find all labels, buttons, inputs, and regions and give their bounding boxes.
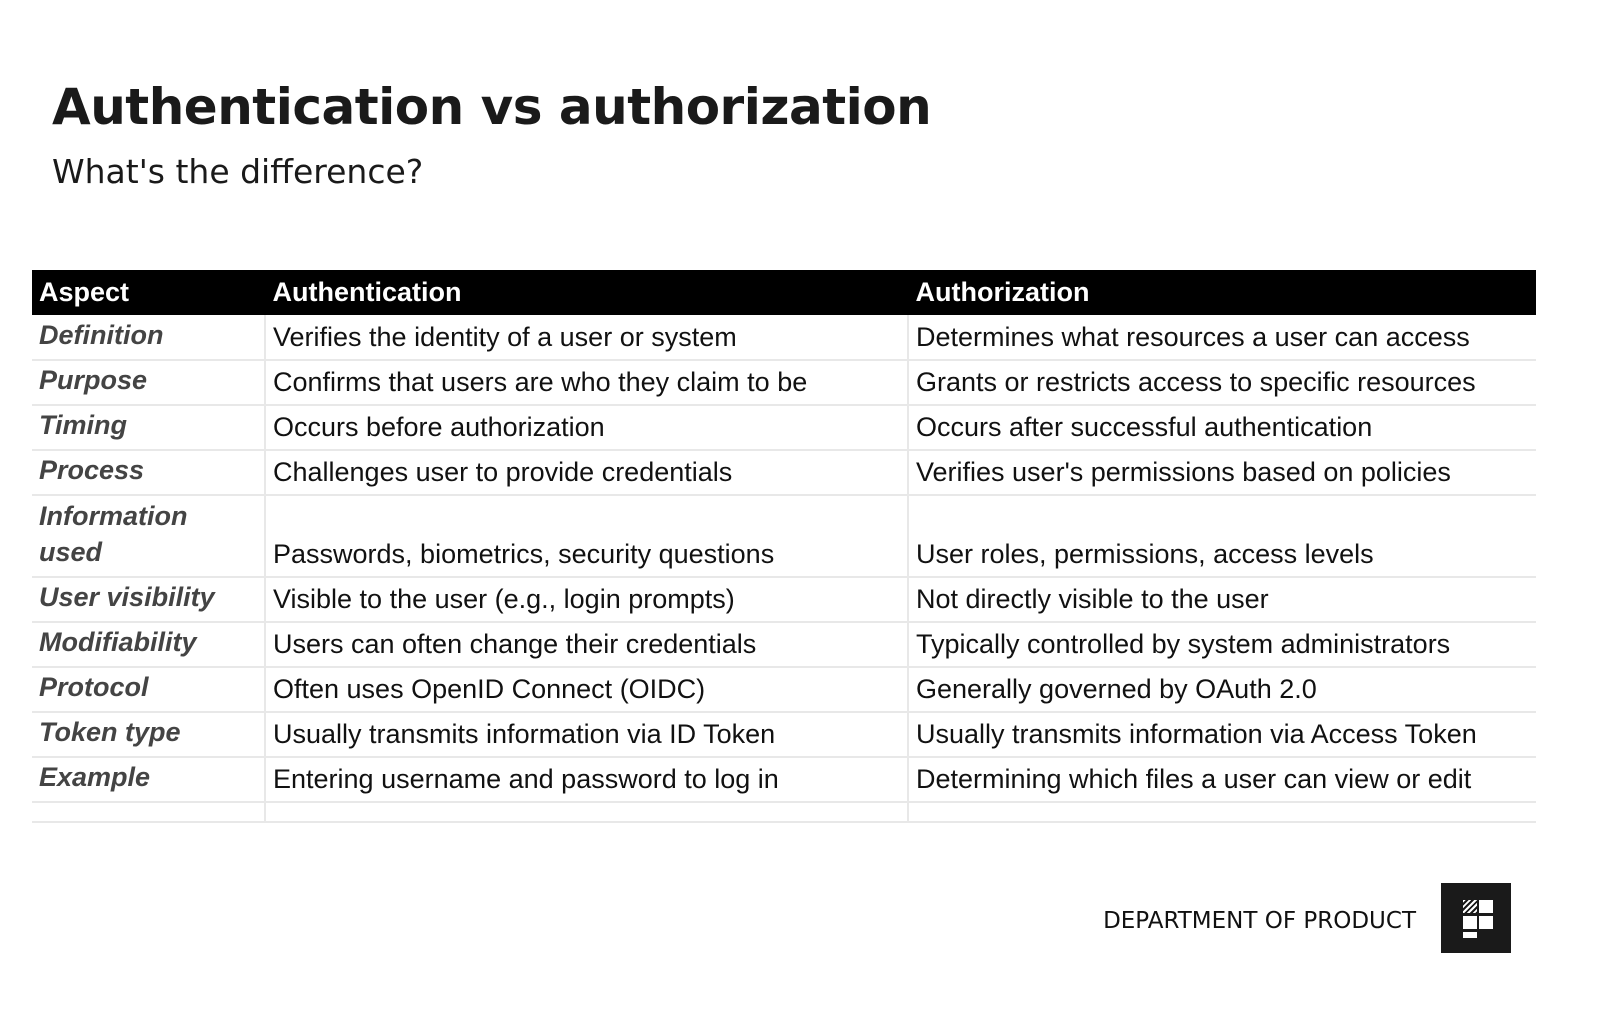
authentication-cell: Visible to the user (e.g., login prompts)	[265, 577, 908, 622]
table-row	[32, 405, 1536, 450]
footer-brand: DEPARTMENT OF PRODUCT	[1103, 908, 1416, 934]
authentication-cell: Challenges user to provide credentials	[265, 450, 908, 495]
authorization-cell: Determining which files a user can view or edit	[908, 757, 1536, 802]
table-row	[32, 495, 1536, 577]
aspect-cell: Information used	[32, 495, 265, 577]
authentication-cell: Entering username and password to log in	[265, 757, 908, 802]
page-subtitle: What's the difference?	[52, 152, 424, 191]
authentication-cell: Verifies the identity of a user or system	[265, 315, 908, 360]
header-authorization: Authorization	[908, 270, 1536, 315]
header-authentication: Authentication	[265, 270, 908, 315]
aspect-cell: Protocol	[32, 667, 265, 712]
authorization-cell: Not directly visible to the user	[908, 577, 1536, 622]
empty-cell	[908, 802, 1536, 822]
aspect-cell: Process	[32, 450, 265, 495]
empty-cell	[265, 802, 908, 822]
authorization-cell: Typically controlled by system administrators	[908, 622, 1536, 667]
aspect-cell: Example	[32, 757, 265, 802]
aspect-cell: Definition	[32, 315, 265, 360]
aspect-cell: User visibility	[32, 577, 265, 622]
grid-logo-icon	[1441, 883, 1511, 953]
empty-cell	[32, 802, 265, 822]
table-row	[32, 360, 1536, 405]
authentication-cell: Users can often change their credentials	[265, 622, 908, 667]
authorization-cell: Usually transmits information via Access Token	[908, 712, 1536, 757]
page-title: Authentication vs authorization	[52, 78, 932, 136]
authorization-cell: Occurs after successful authentication	[908, 405, 1536, 450]
aspect-cell: Modifiability	[32, 622, 265, 667]
aspect-cell: Token type	[32, 712, 265, 757]
table-row	[32, 622, 1536, 667]
authentication-cell: Usually transmits information via ID Token	[265, 712, 908, 757]
table-header-row	[32, 270, 1536, 315]
authorization-cell: Determines what resources a user can access	[908, 315, 1536, 360]
table-row	[32, 667, 1536, 712]
authorization-cell: Verifies user's permissions based on policies	[908, 450, 1536, 495]
authorization-cell: Grants or restricts access to specific resources	[908, 360, 1536, 405]
aspect-cell: Timing	[32, 405, 265, 450]
table-row	[32, 315, 1536, 360]
authorization-cell: User roles, permissions, access levels	[908, 495, 1536, 577]
table-row	[32, 577, 1536, 622]
authentication-cell: Often uses OpenID Connect (OIDC)	[265, 667, 908, 712]
aspect-cell: Purpose	[32, 360, 265, 405]
table-row	[32, 450, 1536, 495]
comparison-table	[32, 270, 1536, 823]
table-row	[32, 712, 1536, 757]
authorization-cell: Generally governed by OAuth 2.0	[908, 667, 1536, 712]
empty-row	[32, 802, 1536, 822]
authentication-cell: Occurs before authorization	[265, 405, 908, 450]
authentication-cell: Confirms that users are who they claim to be	[265, 360, 908, 405]
header-aspect: Aspect	[32, 270, 265, 315]
authentication-cell: Passwords, biometrics, security questions	[265, 495, 908, 577]
table-row	[32, 757, 1536, 802]
